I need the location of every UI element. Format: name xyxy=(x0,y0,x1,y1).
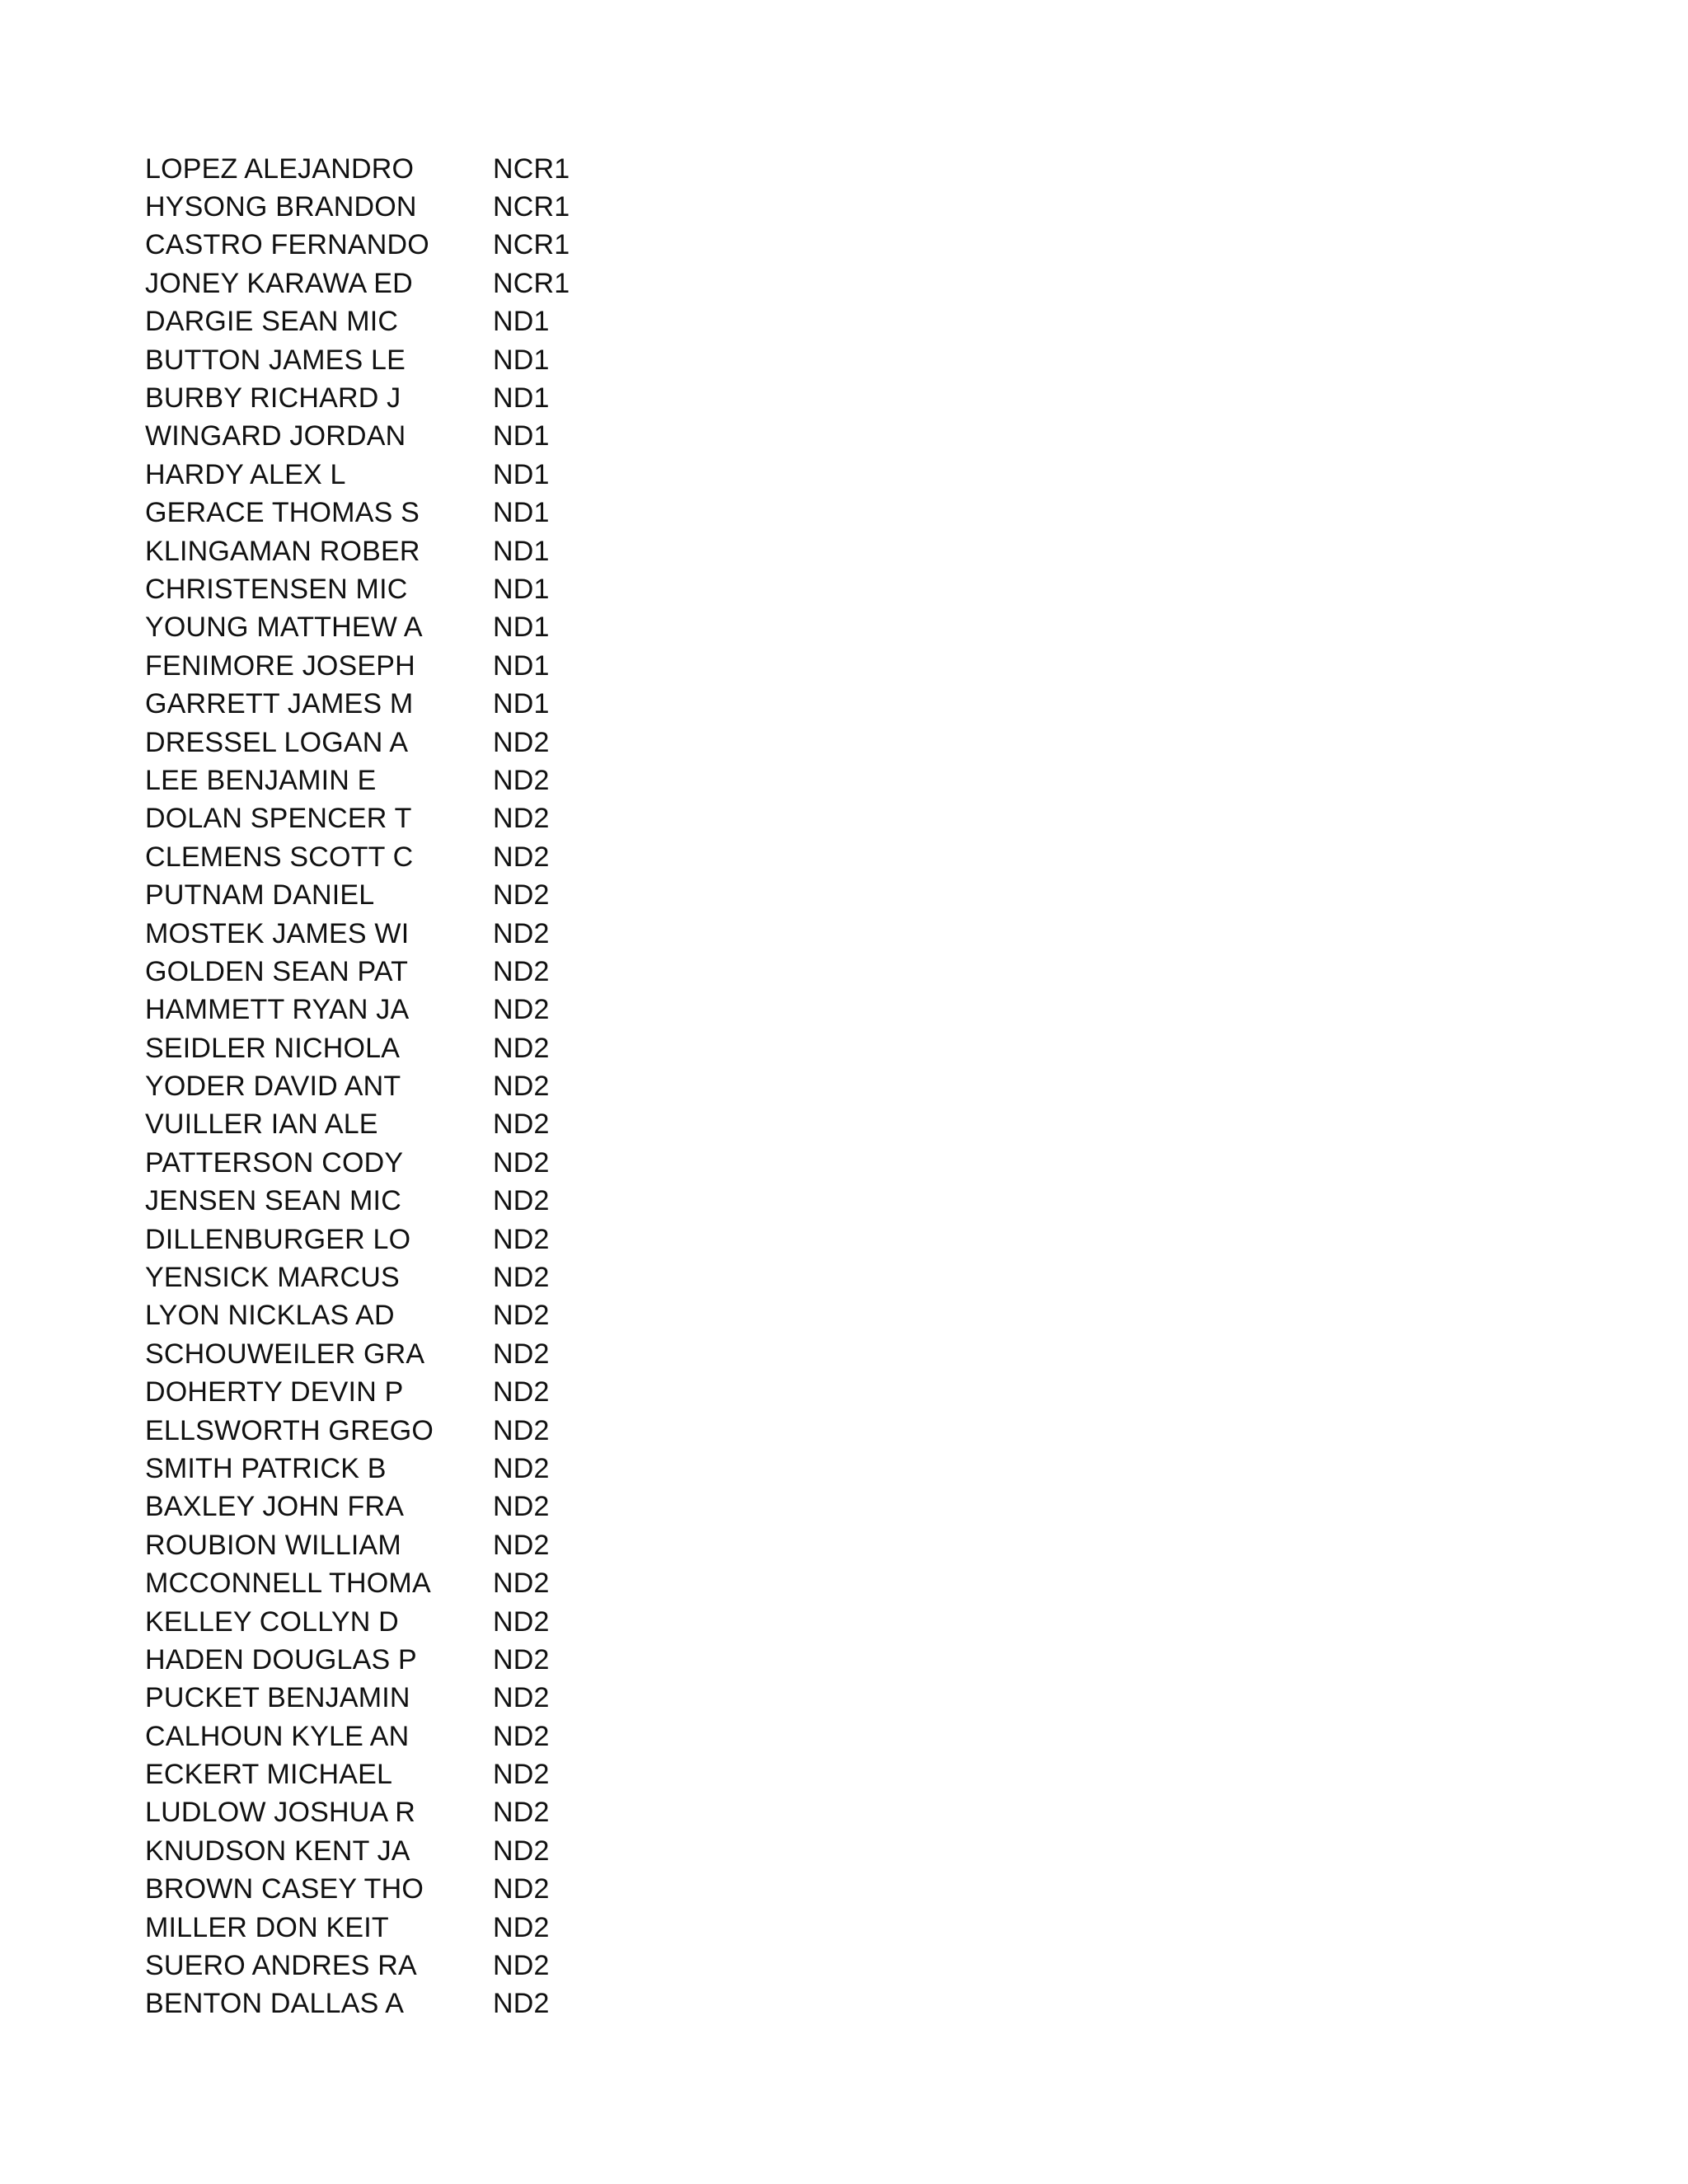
list-item xyxy=(145,341,887,379)
person-name: WINGARD JORDAN xyxy=(145,420,406,452)
person-name: GOLDEN SEAN PAT xyxy=(145,955,409,987)
unit-code: ND2 xyxy=(493,1376,550,1408)
person-name: LYON NICKLAS AD xyxy=(145,1300,395,1332)
list-item xyxy=(145,1794,887,1832)
unit-code: ND2 xyxy=(493,841,550,873)
list-item xyxy=(145,1526,887,1564)
unit-code: ND1 xyxy=(493,420,550,452)
list-item xyxy=(145,1564,887,1602)
person-name: DILLENBURGER LO xyxy=(145,1223,411,1255)
list-item xyxy=(145,494,887,532)
list-item xyxy=(145,1755,887,1793)
list-item xyxy=(145,1832,887,1870)
roster-list xyxy=(145,150,887,2023)
unit-code: ND1 xyxy=(493,649,550,682)
unit-code: NCR1 xyxy=(493,152,570,185)
unit-code: ND2 xyxy=(493,1682,550,1714)
person-name: BENTON DALLAS A xyxy=(145,1988,405,2020)
list-item xyxy=(145,1909,887,1947)
person-name: GERACE THOMAS S xyxy=(145,497,420,529)
unit-code: ND2 xyxy=(493,1071,550,1103)
person-name: BUTTON JAMES LE xyxy=(145,344,406,376)
unit-code: ND2 xyxy=(493,879,550,912)
unit-code: ND2 xyxy=(493,1185,550,1217)
person-name: GARRETT JAMES M xyxy=(145,688,414,720)
list-item xyxy=(145,1335,887,1373)
unit-code: NCR1 xyxy=(493,229,570,261)
list-item xyxy=(145,1718,887,1755)
person-name: FENIMORE JOSEPH xyxy=(145,649,415,682)
person-name: PATTERSON CODY xyxy=(145,1146,404,1179)
list-item xyxy=(145,685,887,723)
person-name: BAXLEY JOHN FRA xyxy=(145,1491,405,1523)
list-item xyxy=(145,1144,887,1182)
person-name: ELLSWORTH GREGO xyxy=(145,1414,434,1446)
unit-code: ND2 xyxy=(493,1605,550,1638)
person-name: DARGIE SEAN MIC xyxy=(145,306,399,338)
unit-code: ND2 xyxy=(493,1797,550,1829)
unit-code: ND2 xyxy=(493,1529,550,1561)
person-name: ROUBION WILLIAM xyxy=(145,1529,401,1561)
unit-code: ND2 xyxy=(493,803,550,835)
person-name: JONEY KARAWA ED xyxy=(145,267,413,299)
person-name: HYSONG BRANDON xyxy=(145,191,417,223)
list-item xyxy=(145,150,887,188)
unit-code: ND2 xyxy=(493,1032,550,1064)
person-name: YOUNG MATTHEW A xyxy=(145,612,423,644)
unit-code: ND2 xyxy=(493,1873,550,1905)
person-name: YODER DAVID ANT xyxy=(145,1071,401,1103)
person-name: SEIDLER NICHOLA xyxy=(145,1032,401,1064)
list-item xyxy=(145,227,887,265)
list-item xyxy=(145,915,887,953)
unit-code: ND2 xyxy=(493,1223,550,1255)
list-item xyxy=(145,532,887,570)
person-name: KLINGAMAN ROBER xyxy=(145,535,420,567)
list-item xyxy=(145,1603,887,1641)
person-name: CHRISTENSEN MIC xyxy=(145,573,408,605)
person-name: PUCKET BENJAMIN xyxy=(145,1682,410,1714)
list-item xyxy=(145,570,887,608)
person-name: CASTRO FERNANDO xyxy=(145,229,429,261)
list-item xyxy=(145,1641,887,1679)
list-item xyxy=(145,1297,887,1335)
unit-code: ND2 xyxy=(493,1262,550,1294)
list-item xyxy=(145,379,887,417)
unit-code: ND2 xyxy=(493,1835,550,1867)
unit-code: ND2 xyxy=(493,955,550,987)
unit-code: ND2 xyxy=(493,1491,550,1523)
unit-code: ND2 xyxy=(493,1108,550,1141)
person-name: HARDY ALEX L xyxy=(145,458,346,490)
person-name: VUILLER IAN ALE xyxy=(145,1108,378,1141)
person-name: DOHERTY DEVIN P xyxy=(145,1376,404,1408)
person-name: BURBY RICHARD J xyxy=(145,382,401,415)
person-name: SCHOUWEILER GRA xyxy=(145,1338,425,1370)
unit-code: ND1 xyxy=(493,497,550,529)
person-name: LOPEZ ALEJANDRO xyxy=(145,152,415,185)
unit-code: ND2 xyxy=(493,1338,550,1370)
unit-code: ND2 xyxy=(493,764,550,796)
unit-code: NCR1 xyxy=(493,267,570,299)
person-name: ECKERT MICHAEL xyxy=(145,1759,393,1791)
list-item xyxy=(145,724,887,762)
list-item xyxy=(145,303,887,341)
person-name: DOLAN SPENCER T xyxy=(145,803,412,835)
unit-code: ND1 xyxy=(493,612,550,644)
list-item xyxy=(145,647,887,685)
unit-code: ND1 xyxy=(493,458,550,490)
unit-code: ND2 xyxy=(493,1300,550,1332)
list-item xyxy=(145,418,887,456)
person-name: CLEMENS SCOTT C xyxy=(145,841,414,873)
list-item xyxy=(145,953,887,991)
unit-code: ND2 xyxy=(493,1452,550,1484)
unit-code: ND2 xyxy=(493,1988,550,2020)
list-item xyxy=(145,265,887,302)
list-item xyxy=(145,1374,887,1412)
unit-code: ND2 xyxy=(493,1720,550,1752)
list-item xyxy=(145,991,887,1029)
list-item xyxy=(145,1067,887,1105)
person-name: SMITH PATRICK B xyxy=(145,1452,387,1484)
unit-code: ND2 xyxy=(493,1568,550,1600)
list-item xyxy=(145,1029,887,1067)
person-name: YENSICK MARCUS xyxy=(145,1262,400,1294)
unit-code: ND2 xyxy=(493,994,550,1026)
list-item xyxy=(145,1947,887,1985)
list-item xyxy=(145,1183,887,1221)
person-name: BROWN CASEY THO xyxy=(145,1873,424,1905)
list-item xyxy=(145,1488,887,1526)
unit-code: ND2 xyxy=(493,1911,550,1943)
person-name: KELLEY COLLYN D xyxy=(145,1605,399,1638)
person-name: DRESSEL LOGAN A xyxy=(145,726,409,758)
list-item xyxy=(145,1258,887,1296)
unit-code: ND2 xyxy=(493,726,550,758)
person-name: MOSTEK JAMES WI xyxy=(145,917,410,949)
unit-code: ND1 xyxy=(493,306,550,338)
person-name: LUDLOW JOSHUA R xyxy=(145,1797,415,1829)
list-item xyxy=(145,876,887,914)
unit-code: ND2 xyxy=(493,1414,550,1446)
unit-code: ND1 xyxy=(493,344,550,376)
person-name: SUERO ANDRES RA xyxy=(145,1950,417,1982)
person-name: HADEN DOUGLAS P xyxy=(145,1643,417,1675)
person-name: LEE BENJAMIN E xyxy=(145,764,377,796)
list-item xyxy=(145,1412,887,1450)
list-item xyxy=(145,456,887,494)
unit-code: ND2 xyxy=(493,1950,550,1982)
list-item xyxy=(145,1680,887,1718)
person-name: HAMMETT RYAN JA xyxy=(145,994,410,1026)
unit-code: ND2 xyxy=(493,917,550,949)
unit-code: NCR1 xyxy=(493,191,570,223)
unit-code: ND1 xyxy=(493,573,550,605)
person-name: PUTNAM DANIEL xyxy=(145,879,375,912)
unit-code: ND2 xyxy=(493,1759,550,1791)
unit-code: ND1 xyxy=(493,688,550,720)
list-item xyxy=(145,188,887,226)
unit-code: ND2 xyxy=(493,1643,550,1675)
unit-code: ND2 xyxy=(493,1146,550,1179)
person-name: MILLER DON KEIT xyxy=(145,1911,389,1943)
unit-code: ND1 xyxy=(493,382,550,415)
list-item xyxy=(145,1871,887,1909)
list-item xyxy=(145,1221,887,1258)
person-name: CALHOUN KYLE AN xyxy=(145,1720,410,1752)
person-name: JENSEN SEAN MIC xyxy=(145,1185,401,1217)
list-item xyxy=(145,1106,887,1144)
list-item xyxy=(145,1985,887,2023)
person-name: MCCONNELL THOMA xyxy=(145,1568,431,1600)
list-item xyxy=(145,609,887,647)
person-name: KNUDSON KENT JA xyxy=(145,1835,410,1867)
list-item xyxy=(145,838,887,876)
unit-code: ND1 xyxy=(493,535,550,567)
list-item xyxy=(145,762,887,799)
list-item xyxy=(145,800,887,838)
list-item xyxy=(145,1450,887,1488)
